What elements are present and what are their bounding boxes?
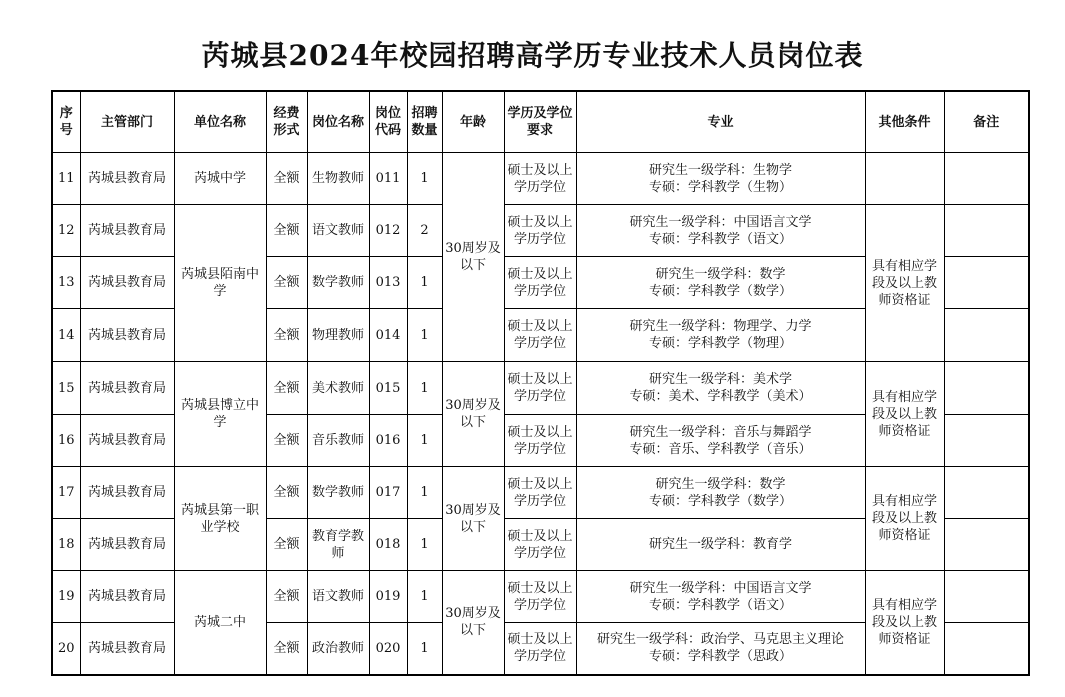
cell-edu: 硕士及以上学历学位 [504,571,576,623]
cell-edu: 硕士及以上学历学位 [504,415,576,467]
major-line-1: 研究生一级学科：中国语言文学 [629,214,812,230]
cell-funding: 全额 [266,205,307,257]
cell-funding: 全额 [266,571,307,623]
header-age: 年龄 [442,91,504,153]
major-line-1: 研究生一级学科：政治学、马克思主义理论 [596,632,844,648]
table-row [52,205,1029,257]
cell-other: 具有相应学段及以上教师资格证 [865,362,944,467]
cell-funding: 全额 [266,362,307,415]
cell-edu: 硕士及以上学历学位 [504,309,576,362]
cell-major [576,205,865,257]
cell-post: 数学教师 [307,467,369,519]
cell-edu: 硕士及以上学历学位 [504,467,576,519]
cell-funding: 全额 [266,519,307,571]
major-line-1: 研究生一级学科：美术学 [648,372,792,387]
cell-major [576,362,865,415]
cell-dept: 芮城县教育局 [80,257,174,309]
cell-post: 物理教师 [307,309,369,362]
cell-remark [944,309,1029,362]
cell-major [576,309,865,362]
cell-code: 019 [369,571,407,623]
major-line-1: 研究生一级学科：物理学、力学 [629,319,812,334]
cell-funding: 全额 [266,623,307,675]
cell-remark [944,362,1029,415]
cell-code: 011 [369,153,407,205]
cell-age: 30周岁及以下 [442,467,504,571]
cell-remark [944,415,1029,467]
cell-edu: 硕士及以上学历学位 [504,205,576,257]
cell-count: 1 [407,519,442,571]
cell-dept: 芮城县教育局 [80,153,174,205]
cell-remark [944,623,1029,675]
cell-edu: 硕士及以上学历学位 [504,623,576,675]
header-other: 其他条件 [865,91,944,153]
major-line-2: 专硕：学科教学（语文） [648,231,792,247]
cell-funding: 全额 [266,309,307,362]
cell-code: 014 [369,309,407,362]
cell-dept: 芮城县教育局 [80,415,174,467]
cell-count: 1 [407,362,442,415]
cell-code: 013 [369,257,407,309]
cell-seq: 15 [52,362,80,415]
cell-dept: 芮城县教育局 [80,205,174,257]
major-line-2: 专硕：美术、学科教学（美术） [629,389,812,404]
cell-funding: 全额 [266,467,307,519]
header-count: 招聘数量 [407,91,442,153]
cell-post: 数学教师 [307,257,369,309]
cell-other: 具有相应学段及以上教师资格证 [865,571,944,675]
positions-table [51,90,1030,676]
cell-edu: 硕士及以上学历学位 [504,153,576,205]
major-line-2: 专硕：学科教学（思政） [648,649,792,665]
cell-major [576,519,865,571]
cell-unit: 芮城县陌南中学 [174,205,266,362]
cell-code: 016 [369,415,407,467]
cell-seq: 11 [52,153,80,205]
cell-seq: 17 [52,467,80,519]
cell-remark [944,467,1029,519]
cell-dept: 芮城县教育局 [80,571,174,623]
cell-unit: 芮城县第一职业学校 [174,467,266,571]
cell-other: 具有相应学段及以上教师资格证 [865,205,944,362]
cell-funding: 全额 [266,257,307,309]
cell-major [576,257,865,309]
cell-count: 1 [407,309,442,362]
page-title: 芮城县2024年校园招聘高学历专业技术人员岗位表 [201,39,864,72]
major-line-1: 研究生一级学科：数学 [655,266,786,282]
cell-funding: 全额 [266,415,307,467]
cell-post: 生物教师 [307,153,369,205]
cell-code: 017 [369,467,407,519]
header-major: 专业 [576,91,865,153]
cell-major [576,415,865,467]
cell-count: 1 [407,257,442,309]
cell-count: 1 [407,467,442,519]
cell-count: 1 [407,153,442,205]
cell-dept: 芮城县教育局 [80,309,174,362]
major-line-2: 专硕：学科教学（物理） [648,336,792,351]
cell-seq: 20 [52,623,80,675]
major-line-2: 专硕：音乐、学科教学（音乐） [629,441,812,457]
header-funding: 经费形式 [266,91,307,153]
cell-remark [944,519,1029,571]
cell-post: 音乐教师 [307,415,369,467]
cell-major [576,571,865,623]
table-row [52,362,1029,415]
cell-count: 1 [407,571,442,623]
cell-post: 教育学教师 [307,519,369,571]
cell-major [576,467,865,519]
header-code: 岗位代码 [369,91,407,153]
cell-unit: 芮城二中 [174,571,266,675]
header-seq: 序号 [52,91,80,153]
cell-post: 语文教师 [307,571,369,623]
cell-age: 30周岁及以下 [442,571,504,675]
cell-unit: 芮城县博立中学 [174,362,266,467]
header-dept: 主管部门 [80,91,174,153]
cell-count: 1 [407,415,442,467]
cell-remark [944,153,1029,205]
cell-remark [944,571,1029,623]
table-row [52,153,1029,205]
cell-major [576,623,865,675]
cell-post: 语文教师 [307,205,369,257]
major-line-2: 专硕：学科教学（数学） [648,493,792,509]
cell-funding: 全额 [266,153,307,205]
major-line-1: 研究生一级学科：音乐与舞蹈学 [629,424,812,440]
cell-edu: 硕士及以上学历学位 [504,362,576,415]
cell-other [865,153,944,205]
cell-edu: 硕士及以上学历学位 [504,519,576,571]
major-line-1: 研究生一级学科：数学 [655,476,786,492]
cell-dept: 芮城县教育局 [80,623,174,675]
cell-post: 政治教师 [307,623,369,675]
major-line-2: 专硕：学科教学（数学） [648,283,792,299]
cell-seq: 14 [52,309,80,362]
major-line-1: 研究生一级学科：中国语言文学 [629,580,812,596]
cell-code: 020 [369,623,407,675]
cell-major [576,153,865,205]
major-line-1: 研究生一级学科：生物学 [648,162,792,178]
cell-seq: 16 [52,415,80,467]
cell-age: 30周岁及以下 [442,362,504,467]
cell-code: 012 [369,205,407,257]
cell-unit: 芮城中学 [174,153,266,205]
major-line-2: 专硕：学科教学（生物） [648,179,792,195]
cell-seq: 12 [52,205,80,257]
cell-dept: 芮城县教育局 [80,362,174,415]
cell-remark [944,205,1029,257]
table-row [52,571,1029,623]
cell-dept: 芮城县教育局 [80,519,174,571]
cell-seq: 18 [52,519,80,571]
header-unit: 单位名称 [174,91,266,153]
header-post: 岗位名称 [307,91,369,153]
cell-other: 具有相应学段及以上教师资格证 [865,467,944,571]
cell-count: 2 [407,205,442,257]
major-line-1: 研究生一级学科：教育学 [648,537,792,552]
cell-dept: 芮城县教育局 [80,467,174,519]
cell-seq: 13 [52,257,80,309]
header-edu: 学历及学位要求 [504,91,576,153]
cell-remark [944,257,1029,309]
cell-seq: 19 [52,571,80,623]
table-header-row [52,91,1029,153]
cell-count: 1 [407,623,442,675]
major-line-2: 专硕：学科教学（语文） [648,597,792,613]
cell-code: 018 [369,519,407,571]
cell-edu: 硕士及以上学历学位 [504,257,576,309]
cell-age: 30周岁及以下 [442,153,504,362]
table-row [52,467,1029,519]
cell-code: 015 [369,362,407,415]
header-remark: 备注 [944,91,1029,153]
cell-post: 美术教师 [307,362,369,415]
